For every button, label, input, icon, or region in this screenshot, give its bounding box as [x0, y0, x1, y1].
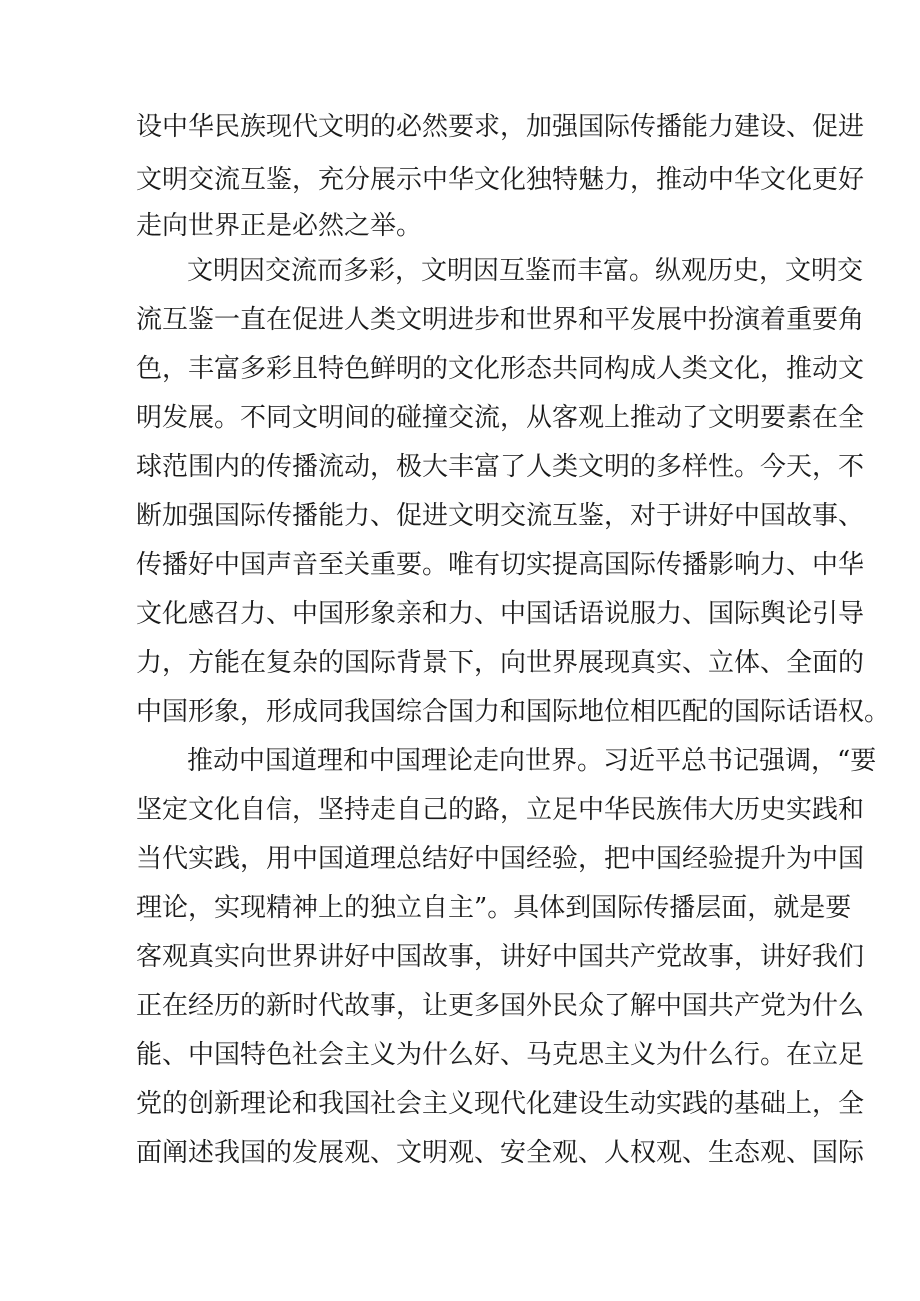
- text-line: 走向世界正是必然之举。: [136, 211, 423, 241]
- text-line: 客观真实向世界讲好中国故事，讲好中国共产党故事，讲好我们: [136, 942, 865, 972]
- text-line: 坚定文化自信，坚持走自己的路，立足中华民族伟大历史实践和: [136, 795, 865, 825]
- text-line: 球范围内的传播流动，极大丰富了人类文明的多样性。今天，不: [136, 452, 865, 482]
- text-line: 能、中国特色社会主义为什么好、马克思主义为什么行。在立足: [136, 1040, 865, 1070]
- text-line: 文明因交流而多彩，文明因互鉴而丰富。纵观历史，文明交: [187, 256, 864, 286]
- text-line: 理论，实现精神上的独立自主”。具体到国际传播层面，就是要: [136, 893, 852, 923]
- text-line: 力，方能在复杂的国际背景下，向世界展现真实、立体、全面的: [136, 648, 865, 678]
- text-line: 推动中国道理和中国理论走向世界。习近平总书记强调，“要: [187, 746, 877, 776]
- text-line: 明发展。不同文明间的碰撞交流，从客观上推动了文明要素在全: [136, 403, 865, 433]
- text-line: 传播好中国声音至关重要。唯有切实提高国际传播影响力、中华: [136, 550, 865, 580]
- text-line: 正在经历的新时代故事，让更多国外民众了解中国共产党为什么: [136, 991, 865, 1021]
- text-line: 文明交流互鉴，充分展示中华文化独特魅力，推动中华文化更好: [136, 165, 865, 195]
- text-line: 流互鉴一直在促进人类文明进步和世界和平发展中扮演着重要角: [136, 305, 865, 335]
- text-line: 当代实践，用中国道理总结好中国经验，把中国经验提升为中国: [136, 844, 865, 874]
- text-line: 党的创新理论和我国社会主义现代化建设生动实践的基础上，全: [136, 1089, 865, 1119]
- text-line: 设中华民族现代文明的必然要求，加强国际传播能力建设、促进: [136, 112, 865, 142]
- text-line: 断加强国际传播能力、促进文明交流互鉴，对于讲好中国故事、: [136, 501, 865, 531]
- text-line: 色，丰富多彩且特色鲜明的文化形态共同构成人类文化，推动文: [136, 354, 865, 384]
- text-line: 面阐述我国的发展观、文明观、安全观、人权观、生态观、国际: [136, 1138, 865, 1168]
- text-line: 文化感召力、中国形象亲和力、中国话语说服力、国际舆论引导: [136, 599, 865, 629]
- text-line: 中国形象，形成同我国综合国力和国际地位相匹配的国际话语权。: [136, 697, 891, 727]
